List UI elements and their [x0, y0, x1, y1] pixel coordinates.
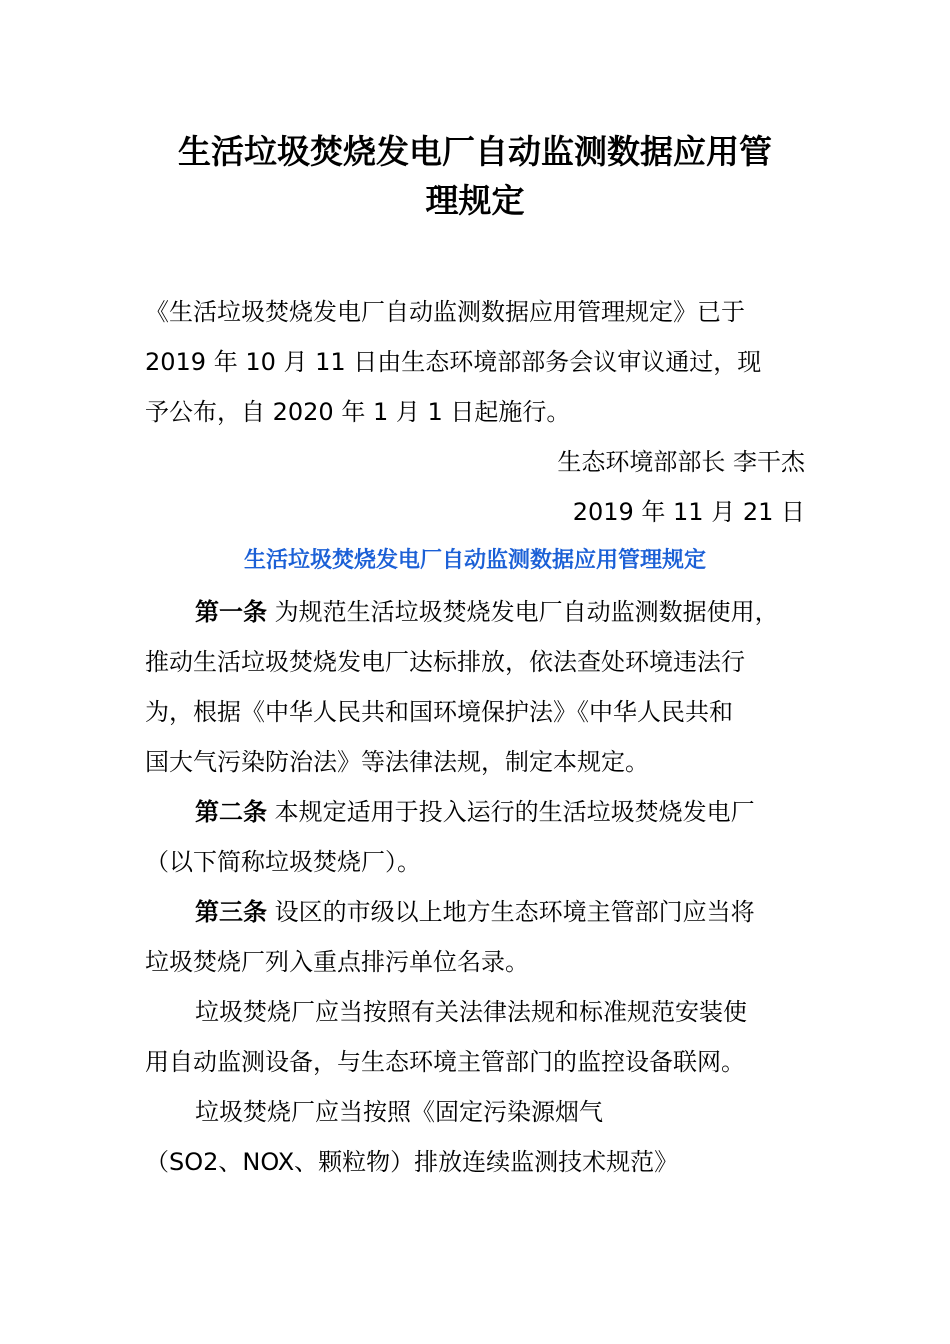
article-2-label: 第二条 — [195, 798, 267, 826]
article-1-label: 第一条 — [195, 598, 267, 626]
intro-line-3: 予公布，自 2020 年 1 月 1 日起施行。 — [145, 398, 571, 426]
article-1-line-2: 推动生活垃圾焚烧发电厂达标排放，依法查处环境违法行 — [145, 648, 745, 676]
regulation-subtitle: 生活垃圾焚烧发电厂自动监测数据应用管理规定 — [243, 548, 706, 573]
intro-line-2: 2019 年 10 月 11 日由生态环境部部务会议审议通过，现 — [145, 348, 762, 376]
article-2-line-1 — [195, 796, 755, 828]
article-1-line-4: 国大气污染防治法》等法律法规，制定本规定。 — [145, 748, 649, 776]
article-3-text: 设区的市级以上地方生态环境主管部门应当将 — [267, 898, 755, 926]
article-1-text: 为规范生活垃圾焚烧发电厂自动监测数据使用， — [267, 598, 779, 626]
paragraph-5-line-1: 垃圾焚烧厂应当按照《固定污染源烟气 — [195, 1098, 603, 1126]
article-3-line-2: 垃圾焚烧厂列入重点排污单位名录。 — [145, 948, 529, 976]
signature: 生态环境部部长 李干杰 — [557, 448, 805, 476]
article-3-line-1 — [195, 896, 755, 928]
article-3-label: 第三条 — [195, 898, 267, 926]
article-2-line-2: （以下简称垃圾焚烧厂）。 — [145, 848, 421, 876]
intro-line-1: 《生活垃圾焚烧发电厂自动监测数据应用管理规定》已于 — [145, 298, 745, 326]
paragraph-4-line-1: 垃圾焚烧厂应当按照有关法律法规和标准规范安装使 — [195, 998, 747, 1026]
document-title-line1: 生活垃圾焚烧发电厂自动监测数据应用管 — [178, 132, 772, 171]
issue-date: 2019 年 11 月 21 日 — [572, 498, 805, 526]
article-1-line-1 — [195, 596, 779, 628]
paragraph-5-line-2: （SO2、NOX、颗粒物）排放连续监测技术规范》 — [145, 1148, 679, 1176]
document-title-line2: 理规定 — [425, 181, 525, 220]
paragraph-4-line-2: 用自动监测设备，与生态环境主管部门的监控设备联网。 — [145, 1048, 745, 1076]
article-1-line-3: 为，根据《中华人民共和国环境保护法》《中华人民共和 — [145, 698, 733, 726]
article-2-text: 本规定适用于投入运行的生活垃圾焚烧发电厂 — [267, 798, 755, 826]
